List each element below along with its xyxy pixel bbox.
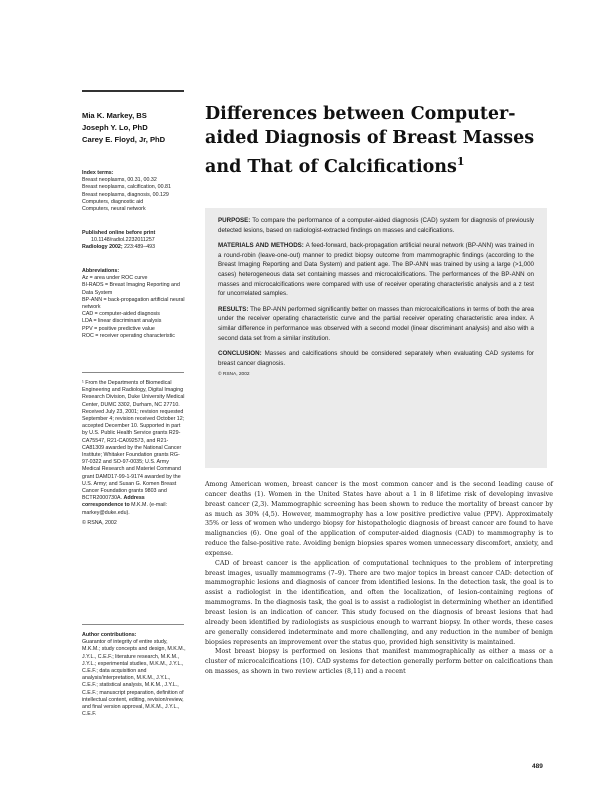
author-name: Joseph Y. Lo, PhD xyxy=(82,123,148,132)
index-terms-heading: Index terms: xyxy=(82,170,114,176)
contributions-divider xyxy=(82,624,184,625)
article-title xyxy=(205,102,565,179)
abbreviation-item: PPV = positive predictive value xyxy=(82,325,155,332)
title-footnote-marker: 1 xyxy=(456,155,465,168)
citation-label: Radiology 2002; xyxy=(82,244,123,251)
footnote-body: ¹ From the Departments of Biomedical Engineering and Radiology, Digital Imaging Research Division, Duke University Medical Center, DUMC 3302, Durham, NC 27710. Received July 23, 2001; revision requested September 4; revision received October 12; accepted December 10. Supported in part by U.S. Public Health Service grants R29-CA75547, R21-CA092573, and R21-CA81309 awarded by the National Cancer Institute; Whitaker Foundation grants RG-97-0322 and SO-97-0035; U.S. Army Medical Research and Materiel Command grant DAMD17-99-1-9174 awarded by the U.S. Army; and Susan G. Komen Breast Cancer Foundation grants 9803 and BCTR2000730A. xyxy=(82,380,185,502)
index-term: Breast neoplasms, calcification, 00.81 xyxy=(82,184,171,191)
body-paragraph: Among American women, breast cancer is the most common cancer and is the second leading cause of cancer deaths (1). Women in the United States have about a 1 in 8 lifetime risk of developing invasive breast cancer (2,3). Mammographic screening has been shown to reduce the mortality of breast cancer by as much as 30% (4,5). However, mammography has a low positive predictive value (PPV). Approximately 35% or less of women who undergo biopsy for histopathologic diagnosis of breast cancer are found to have malignancies (6). One goal of the application of computer-aided diagnosis (CAD) to mammography is to reduce the false-positive rate. Avoiding benign biopsies spares women unnecessary discomfort, anxiety, and expense. xyxy=(205,481,553,557)
contributions-heading: Author contributions: xyxy=(82,632,137,638)
address-label: Address correspondence to xyxy=(82,495,145,509)
abbreviation-item: BI-RADS = Breast Imaging Reporting and Data System xyxy=(82,282,180,296)
publication-info xyxy=(82,230,186,252)
abstract-copyright: © RSNA, 2002 xyxy=(218,372,250,378)
abbreviations xyxy=(82,268,186,340)
author-name: Carey E. Floyd, Jr, PhD xyxy=(82,135,166,144)
page-number: 489 xyxy=(532,763,543,770)
abstract-box xyxy=(205,208,547,468)
footnote-divider xyxy=(82,372,184,373)
index-term: Breast neoplasms, 00.31, 00.32 xyxy=(82,177,157,184)
index-term: Computers, diagnostic aid xyxy=(82,198,144,205)
methods-label: MATERIALS AND METHODS: xyxy=(218,242,304,250)
conclusion-text: Masses and calcifications should be considered separately when evaluating CAD systems for breast cancer diagnosis. xyxy=(218,350,534,367)
abbreviation-item: ROC = receiver operating characteristic xyxy=(82,332,175,339)
index-term: Breast neoplasms, diagnosis, 00.129 xyxy=(82,191,169,198)
citation-pages: 223:489–493 xyxy=(122,244,156,251)
footnote-copyright: © RSNA, 2002 xyxy=(82,519,117,526)
body-text xyxy=(205,480,553,677)
methods-text: A feed-forward, back-propagation artificial neural network (BP-ANN) was trained in a round-robin (leave-one-out) manner to predict biopsy outcome from mammographic findings (according to the Breast Imaging Reporting and Data System) and patient age. The BP-ANN was trained by using a large (>1,000 cases) heterogeneous data set containing masses and microcalcifications. The performances of the BP-ANN on masses and microcalcifications were compared with use of receiver operating characteristic analysis and a z test for uncorrelated samples. xyxy=(218,242,534,298)
index-terms xyxy=(82,170,186,213)
abbreviation-item: CAD = computer-aided diagnosis xyxy=(82,311,160,318)
publication-doi: 10.1148/radiol.2232011257 xyxy=(91,237,155,244)
body-paragraph: CAD of breast cancer is the application of computational techniques to the problem of interpreting breast images, usually mammograms (7–9). There are two major topics in breast cancer CAD: detection of mammographic lesions and diagnosis of cancer from identified lesions. In the detection task, the goal is to assist a radiologist in the identification, and often the localization, of lesion-containing regions of mammograms. In the diagnosis task, the goal is to assist a radiologist in determining whether an identified breast lesion is an indication of cancer. This study focused on the diagnosis of breast lesions that had already been identified by radiologists as suspicious enough to warrant biopsy. In other words, these cases are generally considered indeterminate and more challenging, and any reduction in the number of benign biopsies represents an improvement over the status quo, provided high sensitivity is maintained. xyxy=(205,559,553,646)
abstract-conclusion xyxy=(218,349,534,368)
results-text: The BP-ANN performed significantly better on masses than microcalcifications in terms of both the area under the receiver operating characteristic curve and the partial receiver operating characteristic area index. A similar difference in performance was observed with a second model (linear discriminant analysis) and also with a second data set from a similar institution. xyxy=(218,305,534,342)
author-list xyxy=(82,110,192,146)
purpose-label: PURPOSE: xyxy=(218,217,251,224)
author-contributions xyxy=(82,632,186,718)
abbreviation-item: LDA = linear discriminant analysis xyxy=(82,318,162,325)
purpose-text: To compare the performance of a computer-aided diagnosis (CAD) system for diagnosis of previously detected lesions, based on radiologist-extracted findings on masses and calcifications. xyxy=(218,217,534,234)
abstract-results xyxy=(218,305,534,343)
left-column-rule xyxy=(82,90,184,92)
abbreviation-item: BP-ANN = back-propagation artificial neural network xyxy=(82,296,185,311)
affiliation-footnote xyxy=(82,380,186,527)
footnote-text xyxy=(82,380,186,517)
publication-citation xyxy=(82,244,186,251)
abstract-purpose xyxy=(218,216,534,235)
index-term: Computers, neural network xyxy=(82,206,146,213)
contributions-text: Guarantor of integrity of entire study, M.K.M.; study concepts and design, M.K.M., J.Y.L., C.E.F.; literature research, M.K.M., J.Y.L.; experimental studies, M.K.M., J.Y.L., C.E.F.; data acquisition and analysis/interpretation, M.K.M., J.Y.L., C.E.F.; statistical analysis, M.K.M., J.Y.L., C.E.F.; manuscript preparation, definition of intellectual content, editing, revision/review, and final version approval, M.K.M., J.Y.L., C.E.F. xyxy=(82,639,186,718)
address-text: M.K.M. (e-mail: markey@duke.edu). xyxy=(82,502,168,516)
title-text: Differences between Computer-aided Diagnosis of Breast Masses and That of Calcifications xyxy=(205,104,535,177)
publication-heading: Published online before print xyxy=(82,230,156,236)
author-name: Mia K. Markey, BS xyxy=(82,111,147,120)
results-label: RESULTS: xyxy=(218,305,249,313)
abbreviation-item: Az = area under ROC curve xyxy=(82,275,148,282)
abstract-methods xyxy=(218,241,534,299)
abbreviations-heading: Abbreviations: xyxy=(82,268,120,274)
body-paragraph: Most breast biopsy is performed on lesions that manifest mammographically as either a mass or a cluster of microcalcifications (10). CAD systems for detection generally perform better on calcifications than on masses, as shown in two review articles (8,11) and a recent xyxy=(205,648,553,676)
conclusion-label: CONCLUSION: xyxy=(218,350,262,358)
